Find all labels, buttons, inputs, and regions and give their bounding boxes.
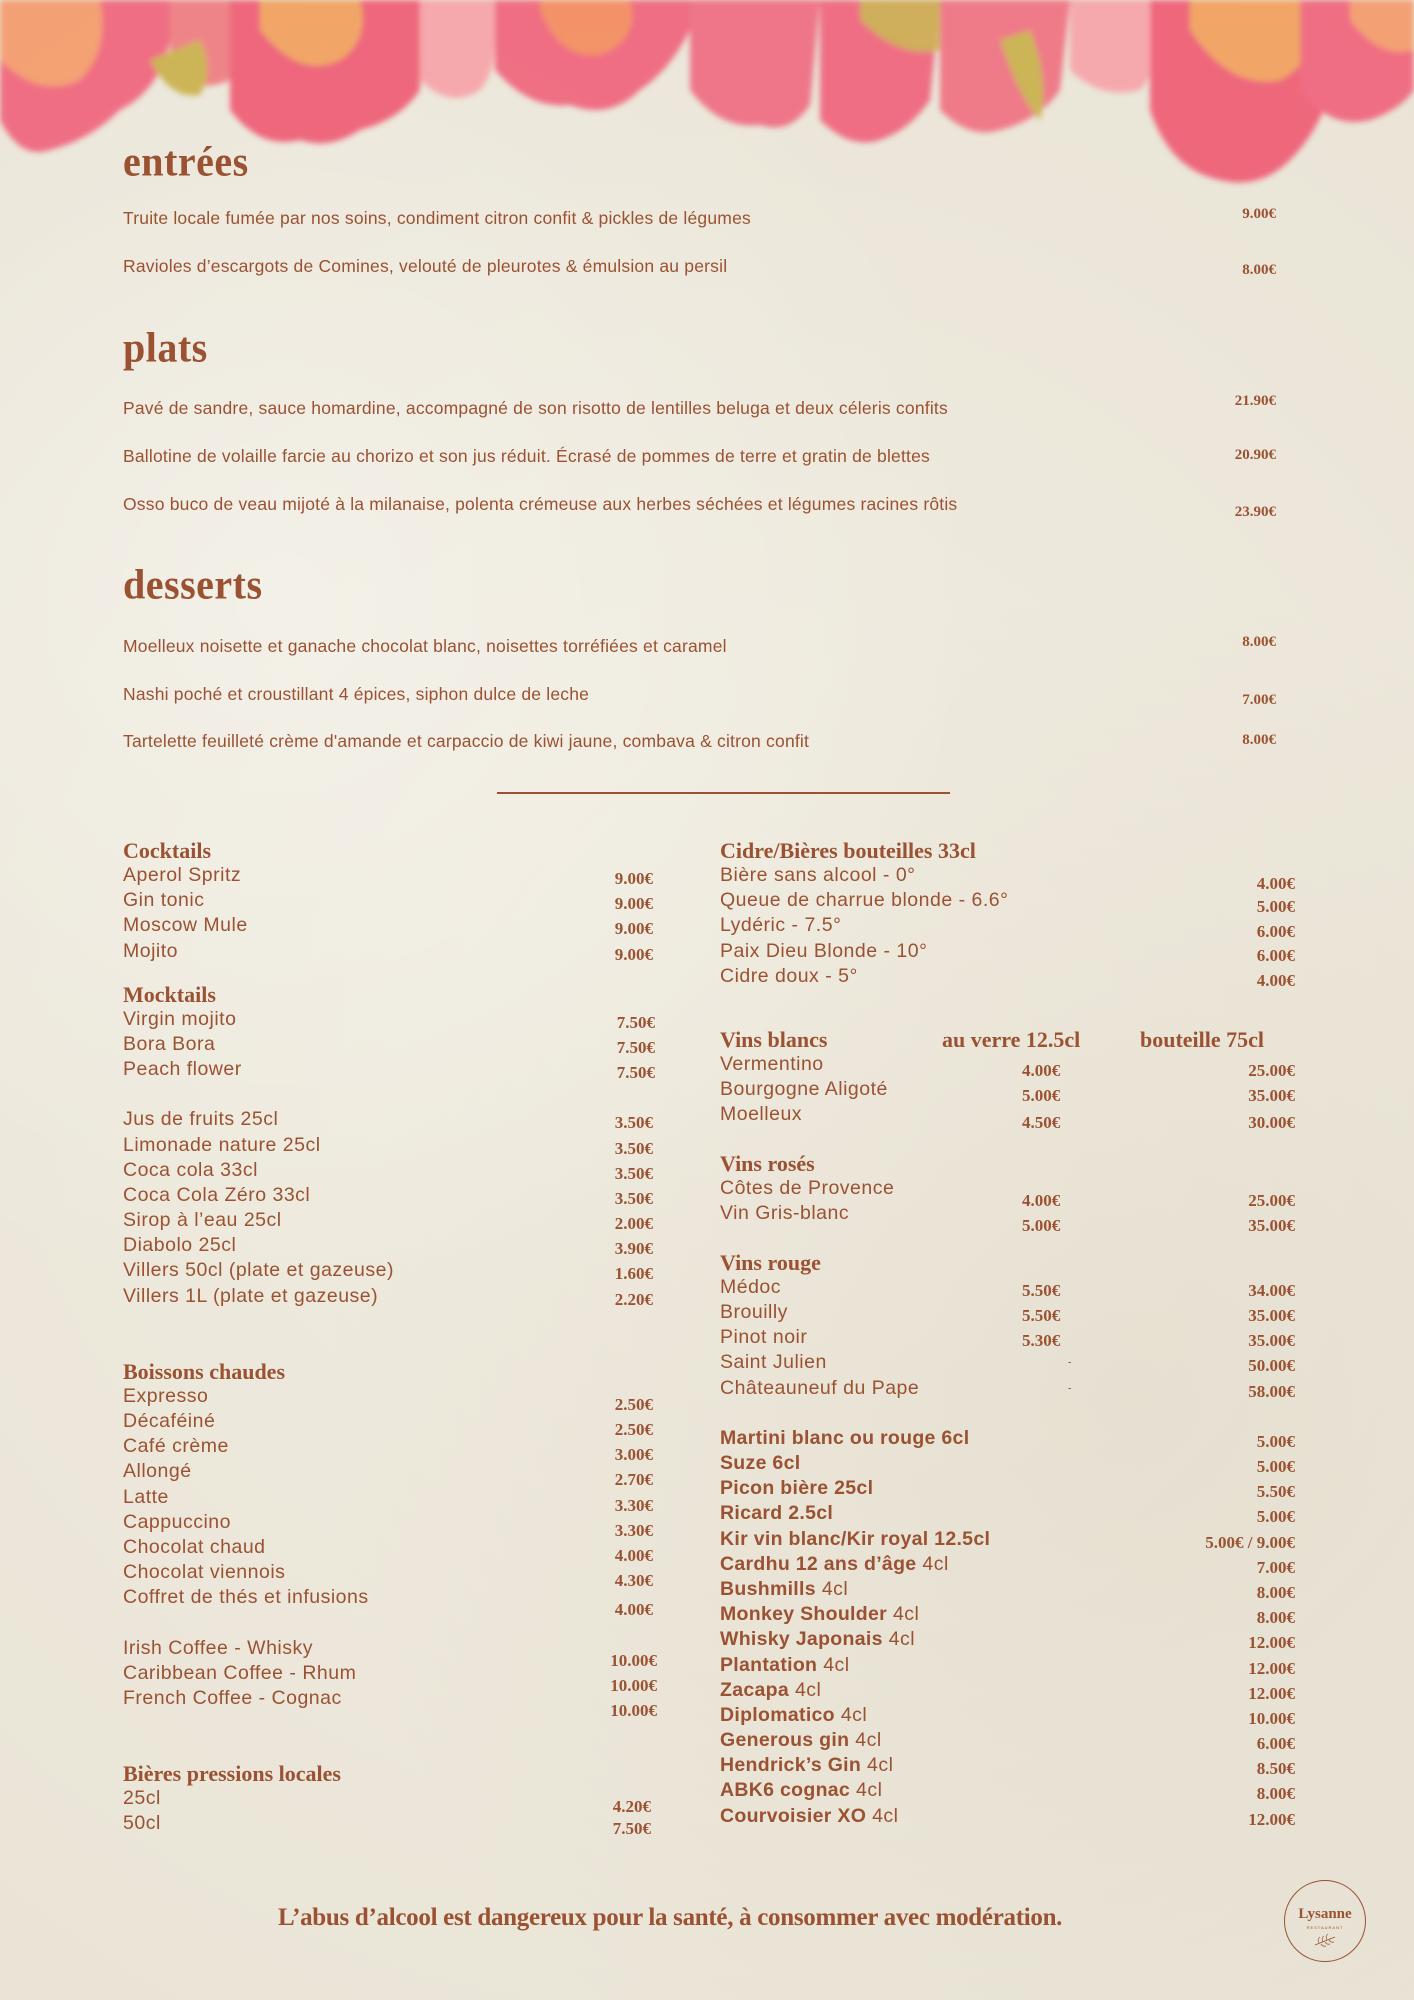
- menu-item: Limonade nature 25cl 3.50€: [123, 1133, 653, 1158]
- menu-item: Allongé 2.70€: [123, 1460, 653, 1490]
- menu-item: Caribbean Coffee - Rhum 10.00€: [123, 1661, 657, 1695]
- drinks-right-column: [720, 838, 1300, 1829]
- section-title-vins-blancs: [720, 1027, 1300, 1052]
- menu-item: Coca cola 33cl 3.50€: [123, 1158, 653, 1183]
- spirit-item: Bushmills 4cl 8.00€: [720, 1577, 1295, 1602]
- dish-price: 8.00€: [1242, 732, 1276, 748]
- menu-item: Peach flower 7.50€: [123, 1058, 655, 1083]
- menu-item: Gin tonic 9.00€: [123, 889, 653, 914]
- section-title-mocktails: Mocktails: [123, 981, 216, 1007]
- menu-item: Café crème 3.00€: [123, 1435, 653, 1465]
- spirit-item: Suze 6cl 5.00€: [720, 1452, 1295, 1476]
- menu-item: Coffret de thés et infusions 4.00€: [123, 1586, 653, 1620]
- dish-price: 21.90€: [1234, 393, 1276, 409]
- menu-item: Coca Cola Zéro 33cl 3.50€: [123, 1183, 653, 1208]
- wine-item: Châteauneuf du Pape - 58.00€: [720, 1376, 1295, 1401]
- menu-item: Cidre doux - 5° 4.00€: [720, 964, 1295, 990]
- menu-item: Latte 3.30€: [123, 1485, 653, 1515]
- spirit-item: Generous gin 4cl 6.00€: [720, 1729, 1295, 1754]
- menu-item: 25cl 4.20€: [123, 1787, 651, 1817]
- menu-item: Cappuccino 3.30€: [123, 1510, 653, 1540]
- spirit-item: Kir vin blanc/Kir royal 12.5cl 5.00€ / 9.00€: [720, 1527, 1295, 1552]
- menu-item: Décaféiné 2.50€: [123, 1410, 653, 1439]
- spirit-item: Diplomatico 4cl 10.00€: [720, 1703, 1295, 1728]
- vins-blancs-title: Vins blancs: [720, 1026, 828, 1052]
- menu-item: Villers 1L (plate et gazeuse) 2.20€: [123, 1284, 653, 1309]
- logo-name: Lysanne: [1298, 1906, 1352, 1922]
- menu-item: Paix Dieu Blonde - 10° 6.00€: [720, 939, 1295, 965]
- spirit-item: Hendrick’s Gin 4cl 8.50€: [720, 1754, 1295, 1779]
- dish-name: Ravioles d’escargots de Comines, velouté de pleurotes & émulsion au persil: [123, 256, 728, 276]
- menu-item: Villers 50cl (plate et gazeuse) 1.60€: [123, 1259, 653, 1284]
- dish-price: 7.00€: [1242, 692, 1276, 708]
- menu-item: French Coffee - Cognac 10.00€: [123, 1686, 657, 1720]
- dish-name: Ballotine de volaille farcie au chorizo et son jus réduit. Écrasé de pommes de terre et gratin de blettes: [123, 446, 930, 466]
- bottle-column-header: bouteille 75cl: [1140, 1026, 1265, 1052]
- dish-name: Tartelette feuilleté crème d'amande et carpaccio de kiwi jaune, combava & citron confit: [123, 731, 810, 751]
- section-divider: [497, 792, 950, 794]
- section-title-vins-rouges: Vins rouge: [720, 1249, 821, 1275]
- spirit-item: Picon bière 25cl 5.50€: [720, 1477, 1295, 1502]
- dish-name: Osso buco de veau mijoté à la milanaise, polenta crémeuse aux herbes séchées et légumes racines rôtis: [123, 494, 958, 514]
- section-title-plats: plats: [123, 323, 208, 372]
- glass-column-header: au verre 12.5cl: [942, 1026, 1081, 1052]
- wine-item: Pinot noir 5.30€ 35.00€: [720, 1326, 1295, 1351]
- spirit-item: Cardhu 12 ans d’âge 4cl 7.00€: [720, 1552, 1295, 1577]
- spirit-item: ABK6 cognac 4cl 8.00€: [720, 1779, 1295, 1804]
- menu-item: Moscow Mule 9.00€: [123, 914, 653, 939]
- menu-item: Sirop à l’eau 25cl 2.00€: [123, 1209, 653, 1234]
- spirit-item: Zacapa 4cl 12.00€: [720, 1678, 1295, 1703]
- dish-name: Truite locale fumée par nos soins, condiment citron confit & pickles de légumes: [123, 208, 751, 228]
- section-title-bieres-bouteilles: Cidre/Bières bouteilles 33cl: [720, 838, 976, 863]
- menu-item: Irish Coffee - Whisky 10.00€: [123, 1636, 657, 1670]
- menu-item: Expresso 2.50€: [123, 1384, 653, 1414]
- section-title-cocktails: Cocktails: [123, 838, 211, 863]
- wine-item: Vin Gris-blanc 5.00€ 35.00€: [720, 1201, 1295, 1235]
- spirit-item: Martini blanc ou rouge 6cl 5.00€: [720, 1426, 1295, 1451]
- dish-price: 20.90€: [1234, 447, 1276, 463]
- logo-subtitle: RESTAURANT: [1306, 1925, 1344, 1930]
- menu-item: Jus de fruits 25cl 3.50€: [123, 1108, 653, 1133]
- wine-item: Médoc 5.50€ 34.00€: [720, 1275, 1295, 1300]
- menu-item: Aperol Spritz 9.00€: [123, 864, 653, 888]
- menu-item: Chocolat viennois 4.30€: [123, 1561, 653, 1591]
- drinks-left-column: [123, 838, 657, 1839]
- section-title-boissons-chaudes: Boissons chaudes: [123, 1358, 286, 1384]
- menu-item: Bière sans alcool - 0° 4.00€: [720, 864, 1295, 893]
- menu-item: Queue de charrue blonde - 6.6° 5.00€: [720, 889, 1295, 917]
- section-title-entrees: entrées: [123, 137, 249, 186]
- menu-item: Chocolat chaud 4.00€: [123, 1535, 653, 1565]
- dish-price: 23.90€: [1234, 504, 1276, 520]
- wine-item: Vermentino 4.00€ 25.00€: [720, 1052, 1295, 1080]
- menu-item: Mojito 9.00€: [123, 939, 653, 964]
- wine-item: Brouilly 5.50€ 35.00€: [720, 1301, 1295, 1326]
- dish-name: Pavé de sandre, sauce homardine, accompagné de son risotto de lentilles beluga et deux céleris confits: [123, 398, 948, 418]
- dish-price: 8.00€: [1242, 634, 1276, 650]
- spirit-item: Plantation 4cl 12.00€: [720, 1653, 1295, 1678]
- alcohol-warning: L’abus d’alcool est dangereux pour la santé, à consommer avec modération.: [278, 1904, 1063, 1931]
- section-title-bieres-pressions: Bières pressions locales: [123, 1761, 341, 1787]
- wine-item: Saint Julien - 50.00€: [720, 1351, 1295, 1376]
- restaurant-logo: [1284, 1880, 1366, 1962]
- section-title-vins-roses: Vins rosés: [720, 1150, 815, 1176]
- menu-item: 50cl 7.50€: [123, 1812, 651, 1839]
- spirit-item: Whisky Japonais 4cl 12.00€: [720, 1628, 1295, 1653]
- dish-price: 8.00€: [1242, 262, 1276, 278]
- spirit-item: Courvoisier XO 4cl 12.00€: [720, 1804, 1295, 1829]
- wine-item: Moelleux 4.50€ 30.00€: [720, 1103, 1295, 1133]
- dish-name: Nashi poché et croustillant 4 épices, siphon dulce de leche: [123, 684, 590, 704]
- leaf-branch-icon: [1313, 1933, 1337, 1949]
- spirit-item: Monkey Shoulder 4cl 8.00€: [720, 1603, 1295, 1628]
- wine-item: Côtes de Provence 4.00€ 25.00€: [720, 1176, 1295, 1210]
- menu-item: Virgin mojito 7.50€: [123, 1007, 655, 1032]
- spirit-item: Ricard 2.5cl 5.00€: [720, 1502, 1295, 1527]
- menu-item: Bora Bora 7.50€: [123, 1032, 655, 1057]
- dish-price: 9.00€: [1242, 206, 1276, 222]
- wine-item: Bourgogne Aligoté 5.00€ 35.00€: [720, 1078, 1295, 1106]
- dish-name: Moelleux noisette et ganache chocolat blanc, noisettes torréfiées et caramel: [123, 636, 727, 656]
- menu-item: Lydéric - 7.5° 6.00€: [720, 914, 1295, 942]
- menu-item: Diabolo 25cl 3.90€: [123, 1234, 653, 1259]
- section-title-desserts: desserts: [123, 560, 263, 609]
